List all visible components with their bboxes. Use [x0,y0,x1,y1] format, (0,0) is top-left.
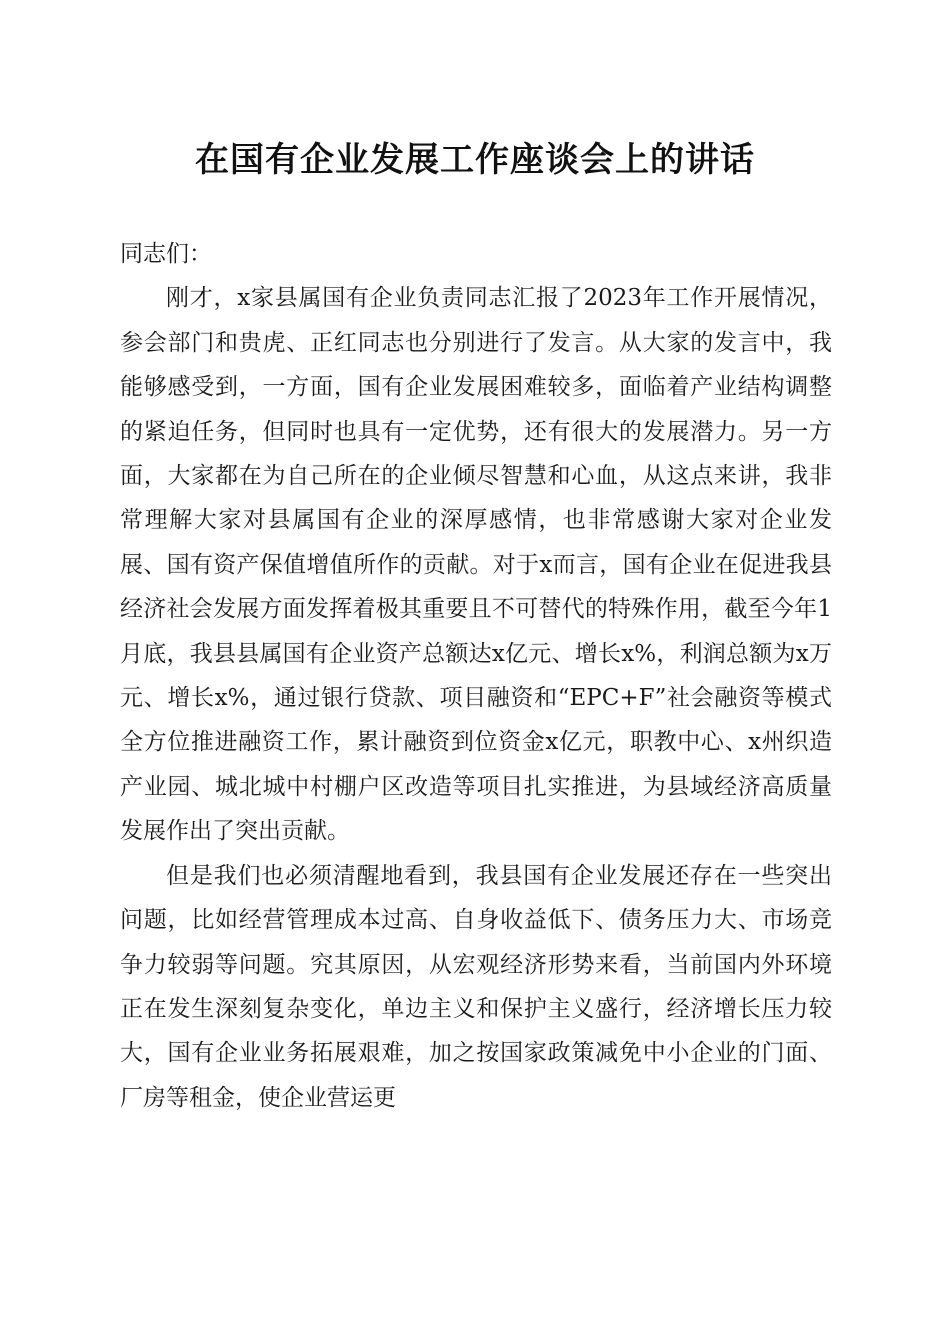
salutation: 同志们： [120,241,212,267]
page-title: 在国有企业发展工作座谈会上的讲话 [195,140,755,180]
document-body [120,232,832,1120]
paragraph-2: 但是我们也必须清醒地看到，我县国有企业发展还存在一些突出问题，比如经营管理成本过高、自身收益低下、债务压力大、市场竞争力较弱等问题。究其原因，从宏观经济形势来看，当前国内外环境正在发生深刻复杂变化，单边主义和保护主义盛行，经济增长压力较大，国有企业业务拓展艰难，加之按国家政策减免中小企业的门面、厂房等租金，使企业营运更 [120,862,832,1111]
paragraph-1: 刚才，x家县属国有企业负责同志汇报了2023年工作开展情况，参会部门和贵虎、正红同志也分别进行了发言。从大家的发言中，我能够感受到，一方面，国有企业发展困难较多，面临着产业结构调整的紧迫任务，但同时也具有一定优势，还有很大的发展潜力。另一方面，大家都在为自己所在的企业倾尽智慧和心血，从这点来讲，我非常理解大家对县属国有企业的深厚感情，也非常感谢大家对企业发展、国有资产保值增值所作的贡献。对于x而言，国有企业在促进我县经济社会发展方面发挥着极其重要且不可替代的特殊作用，截至今年1月底，我县县属国有企业资产总额达x亿元、增长x%，利润总额为x万元、增长x%，通过银行贷款、项目融资和“EPC+F”社会融资等模式全方位推进融资工作，累计融资到位资金x亿元，职教中心、x州织造产业园、城北城中村棚户区改造等项目扎实推进，为县域经济高质量发展作出了突出贡献。 [120,285,832,845]
